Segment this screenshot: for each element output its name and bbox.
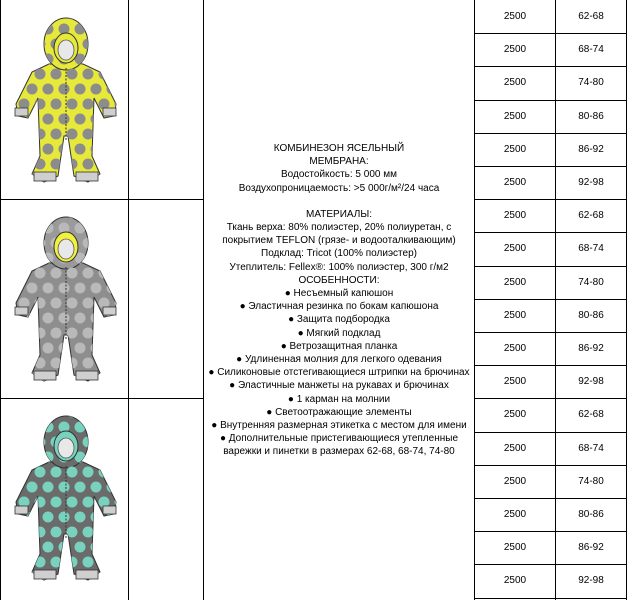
feature-item: ● Силиконовые отстегивающиеся штрипки на брючинах [208,367,470,379]
grid-line [128,0,129,600]
price-cell: 2500 [503,243,527,254]
right-leg-cuff [76,172,98,181]
right-leg-cuff [76,570,98,579]
price-cell: 2500 [503,310,527,321]
size-cell: 86-92 [578,343,604,354]
size-cell: 74-80 [578,77,604,88]
right-cuff [103,506,116,514]
feature-item: ● Светоотражающие элементы [266,406,412,418]
feature-item: ● Внутренняя размерная этикетка с местом для имени [211,420,467,432]
feature-item: ● Удлиненная молния для легкого одевания [236,354,442,366]
feature-item: ● Дополнительные пристегивающиеся утепленные [219,433,459,445]
right-cuff [103,108,116,116]
size-cell: 80-86 [578,111,604,122]
price-cell: 2500 [503,376,527,387]
size-cell: 92-98 [578,575,604,586]
left-leg-cuff [34,570,56,579]
price-cell: 2500 [503,144,527,155]
membrane-line: Воздухопроницаемость: >5 000г/м²/24 часа [238,182,440,194]
feature-item: ● Ветрозащитная планка [280,340,398,352]
face-opening [58,438,74,458]
size-cell: 80-86 [578,509,604,520]
right-leg-cuff [76,371,98,380]
left-cuff [15,108,28,116]
grid-line [474,598,627,599]
price-cell: 2500 [503,44,527,55]
size-cell: 68-74 [578,44,604,55]
feature-item: ● Эластичная резинка по бокам капюшона [239,301,439,313]
size-cell: 80-86 [578,310,604,321]
features-heading: ОСОБЕННОСТИ: [298,274,380,286]
materials-line: Утеплитель: Fellex®: 100% полиэстер, 300 г/м2 [229,261,449,273]
price-cell: 2500 [503,277,527,288]
product-photo-grey [4,205,126,395]
materials-heading: МАТЕРИАЛЫ: [306,208,372,220]
price-cell: 2500 [503,343,527,354]
materials-line: Подклад: Tricot (100% полиэстер) [261,248,417,260]
price-cell: 2500 [503,542,527,553]
size-cell: 62-68 [578,409,604,420]
size-cell: 62-68 [578,210,604,221]
product-title: КОМБИНЕЗОН ЯСЕЛЬНЫЙ [273,143,405,154]
size-cell: 92-98 [578,177,604,188]
price-cell: 2500 [503,177,527,188]
size-cell: 62-68 [578,11,604,22]
price-cell: 2500 [503,575,527,586]
membrane-line: Водостойкость: 5 000 мм [281,169,397,181]
size-cell: 68-74 [578,443,604,454]
feature-item: ● Мягкий подклад [297,327,381,339]
membrane-heading: МЕМБРАНА: [309,156,369,168]
size-cell: 86-92 [578,144,604,155]
left-leg-cuff [34,371,56,380]
grid-line [0,398,203,399]
price-cell: 2500 [503,409,527,420]
price-cell: 2500 [503,509,527,520]
product-photo-mint [4,404,126,594]
feature-item: ● Несъемный капюшон [284,288,394,300]
product-photo-yellow [4,6,126,196]
grid-line [0,199,203,200]
feature-item: варежки и пинетки в размерах 62-68, 68-74, 74-80 [223,446,455,458]
price-cell: 2500 [503,11,527,22]
size-cell: 92-98 [578,376,604,387]
feature-item: ● Защита подбородка [288,314,390,326]
left-cuff [15,307,28,315]
materials-line: Ткань верха: 80% полиэстер, 20% полиуретан, с [226,222,452,234]
product-description [204,142,474,459]
left-cuff [15,506,28,514]
size-cell: 68-74 [578,243,604,254]
feature-item: ● 1 карман на молнии [287,393,391,405]
price-cell: 2500 [503,476,527,487]
right-cuff [103,307,116,315]
price-cell: 2500 [503,210,527,221]
left-leg-cuff [34,172,56,181]
size-cell: 74-80 [578,277,604,288]
face-opening [58,239,74,259]
size-cell: 86-92 [578,542,604,553]
feature-item: ● Эластичные манжеты на рукавах и брючинах [229,380,449,392]
face-opening [58,40,74,60]
grid-line [626,0,627,600]
grid-line [0,0,1,600]
size-cell: 74-80 [578,476,604,487]
materials-line: покрытием TEFLON (грязе- и водооталкивающим) [222,235,456,247]
price-cell: 2500 [503,111,527,122]
price-cell: 2500 [503,77,527,88]
price-cell: 2500 [503,443,527,454]
